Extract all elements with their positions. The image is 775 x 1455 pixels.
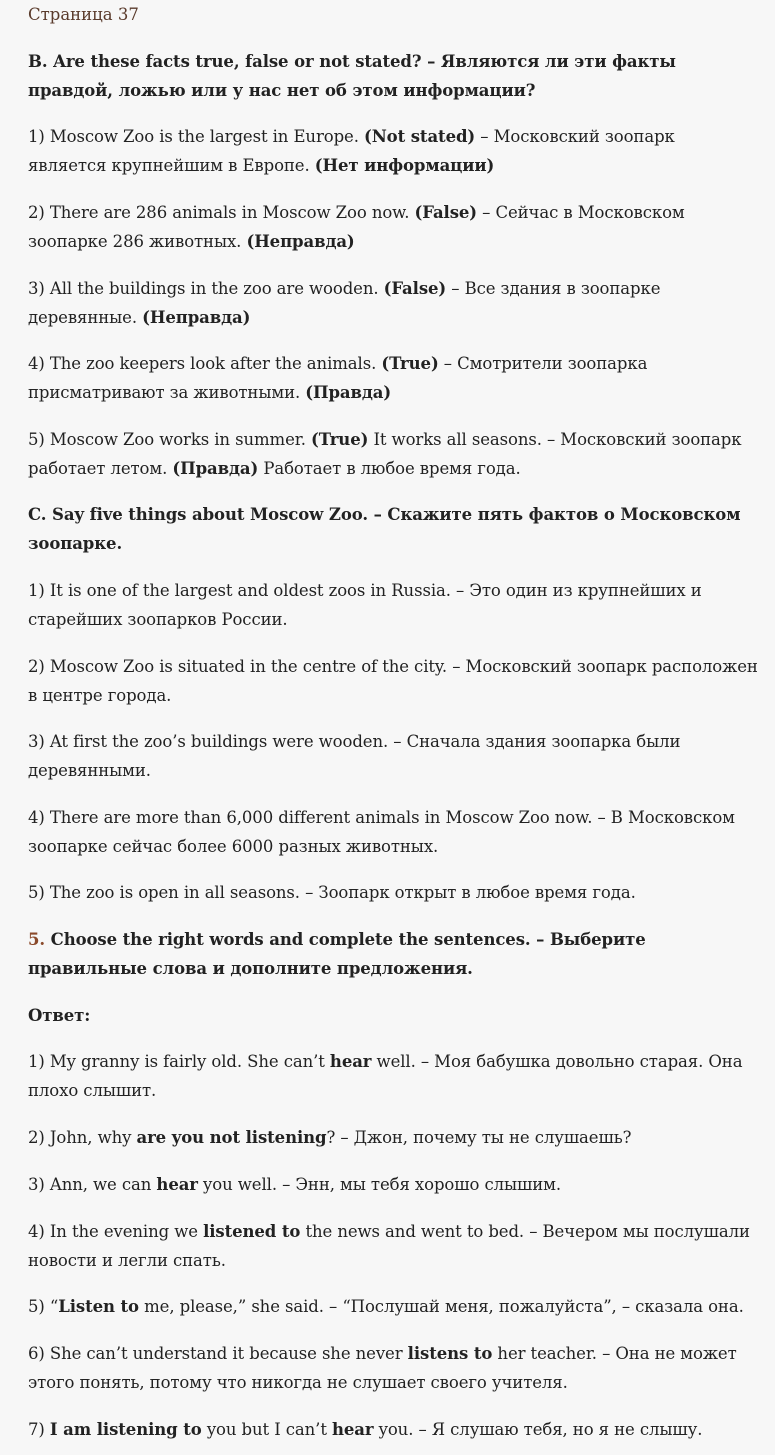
- answer-word: I am listening to: [49, 1420, 202, 1439]
- section-b-item: [28, 198, 758, 256]
- item-text: 3) Ann, we can: [28, 1175, 157, 1194]
- page-number: Страница 37: [28, 5, 139, 24]
- exercise-5-item: [28, 1339, 758, 1397]
- answer-word: hear: [329, 1052, 372, 1071]
- item-text: 4) The zoo keepers look after the animals.: [28, 354, 382, 373]
- section-b-item: [28, 349, 758, 407]
- exercise-5-item: [28, 1217, 758, 1275]
- item-answer: (True): [311, 430, 369, 449]
- exercise-5-item: [28, 1415, 758, 1444]
- exercise-5-item: [28, 1123, 758, 1152]
- exercise-number: 5.: [28, 930, 46, 949]
- answer-word: Listen to: [58, 1297, 139, 1316]
- section-c-item: 4) There are more than 6,000 different animals in Moscow Zoo now. – В Московском зоопарке сейчас более 6000 разных животных.: [28, 808, 735, 856]
- section-b-item: [28, 425, 758, 483]
- item-text: 2) John, why: [28, 1128, 137, 1147]
- item-text: 1) Moscow Zoo is the largest in Europe.: [28, 127, 364, 146]
- exercise-5-item: [28, 1292, 758, 1321]
- answer-word: listened to: [203, 1222, 301, 1241]
- item-text: – Все здания в зоопарке деревянные.: [28, 279, 661, 327]
- item-text: me, please,” she said. – “Послушай меня, пожалуйста”, – сказала она.: [138, 1297, 744, 1316]
- item-text: well. – Моя бабушка довольно старая. Она плохо слышит.: [28, 1052, 743, 1100]
- item-answer: (Not stated): [363, 127, 476, 146]
- item-answer-ru: (Неправда): [246, 232, 355, 251]
- item-answer: (True): [381, 354, 439, 373]
- section-c-heading: C. Say five things about Moscow Zoo. – Скажите пять фактов о Московском зоопарке.: [28, 505, 741, 553]
- item-text: you. – Я слушаю тебя, но я не слышу.: [373, 1420, 703, 1439]
- exercise-5-item: [28, 1170, 758, 1199]
- item-text: – Сейчас в Московском зоопарке 286 животных.: [28, 203, 685, 251]
- answer-word: hear: [156, 1175, 198, 1194]
- answer-label: Ответ:: [28, 1006, 91, 1025]
- item-text: 6) She can’t understand it because she never: [28, 1344, 408, 1363]
- item-text: 5) “: [28, 1297, 59, 1316]
- item-text: Работает в любое время года.: [258, 459, 521, 478]
- item-text: 1) My granny is fairly old. She can’t: [28, 1052, 330, 1071]
- answer-word: are you not listening: [136, 1128, 327, 1147]
- section-b-item: [28, 274, 758, 332]
- section-c-item: 3) At first the zoo’s buildings were wooden. – Сначала здания зоопарка были деревянными.: [28, 732, 681, 780]
- answer-word: listens to: [407, 1344, 493, 1363]
- item-text: the news and went to bed. – Вечером мы послушали новости и легли спать.: [28, 1222, 750, 1270]
- section-c-item: 2) Moscow Zoo is situated in the centre of the city. – Московский зоопарк расположен в центре города.: [28, 657, 758, 705]
- item-text: – Московский зоопарк является крупнейшим в Европе.: [28, 127, 675, 175]
- exercise-5-item: [28, 1047, 758, 1105]
- section-b-item: [28, 122, 758, 180]
- section-c-item: 1) It is one of the largest and oldest zoos in Russia. – Это один из крупнейших и старейших зоопарков России.: [28, 581, 702, 629]
- item-answer-ru: (Нет информации): [314, 156, 495, 175]
- item-answer-ru: (Неправда): [142, 308, 251, 327]
- item-text: 3) All the buildings in the zoo are wooden.: [28, 279, 384, 298]
- section-b-heading: B. Are these facts true, false or not stated? – Являются ли эти факты правдой, ложью или у нас нет об этом информации?: [28, 52, 676, 100]
- item-text: – Смотрители зоопарка присматривают за животными.: [28, 354, 648, 402]
- item-text: ? – Джон, почему ты не слушаешь?: [326, 1128, 632, 1147]
- exercise-5-heading: [28, 925, 758, 983]
- item-text: It works all seasons. – Московский зоопарк работает летом.: [28, 430, 742, 478]
- exercise-title: Choose the right words and complete the sentences. – Выберите правильные слова и дополните предложения.: [28, 930, 646, 978]
- item-text: 2) There are 286 animals in Moscow Zoo now.: [28, 203, 415, 222]
- section-c-item: 5) The zoo is open in all seasons. – Зоопарк открыт в любое время года.: [28, 883, 636, 902]
- answer-word: hear: [332, 1420, 374, 1439]
- item-text: her teacher. – Она не может этого понять, потому что никогда не слушает своего учителя.: [28, 1344, 737, 1392]
- item-text: 7): [28, 1420, 50, 1439]
- item-answer: (False): [383, 279, 447, 298]
- item-answer: (False): [414, 203, 478, 222]
- item-answer-ru: (Правда): [172, 459, 259, 478]
- item-text: you well. – Энн, мы тебя хорошо слышим.: [197, 1175, 562, 1194]
- item-answer-ru: (Правда): [305, 383, 392, 402]
- item-text: you but I can’t: [201, 1420, 332, 1439]
- item-text: 4) In the evening we: [28, 1222, 204, 1241]
- item-text: 5) Moscow Zoo works in summer.: [28, 430, 312, 449]
